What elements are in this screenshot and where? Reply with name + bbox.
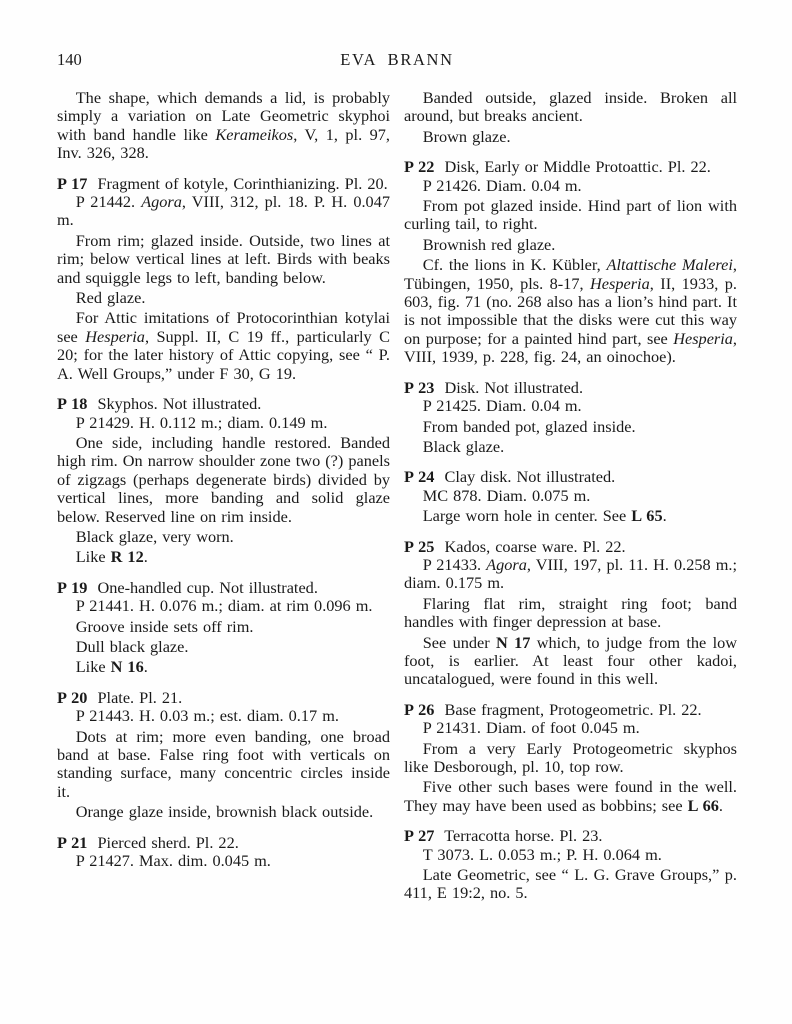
bold-run: P 18	[57, 394, 88, 414]
bold-run: N 17	[495, 632, 531, 652]
bold-run: L 66	[687, 795, 719, 815]
running-head: EVA BRANN	[340, 50, 454, 69]
bold-run: P 19	[57, 577, 88, 597]
entry-paragraph: Late Geometric, see “ L. G. Grave Groups,” p. 411, E 19:2, no. 5.	[404, 865, 737, 903]
entry-paragraph: Dull black glaze.	[75, 636, 189, 656]
italic-run: Agora	[486, 554, 527, 574]
entry-paragraph: Groove inside sets off rim.	[75, 616, 254, 636]
entry-heading: P 18 Skyphos. Not illustrated.	[57, 394, 262, 414]
italic-run: Hesperia	[590, 273, 650, 293]
bold-run: P 27	[404, 826, 435, 846]
entry-paragraph: Like N 16.	[75, 657, 148, 677]
entry-paragraph: Red glaze.	[75, 288, 146, 308]
bold-run: P 23	[404, 377, 435, 397]
page-header	[57, 50, 737, 70]
entry-heading: P 24 Clay disk. Not illustrated.	[404, 467, 616, 487]
right-column	[404, 89, 737, 903]
entry-paragraph: Cf. the lions in K. Kübler, Altattische Malerei, Tübingen, 1950, pls. 8-17, Hesperia, II, 1933, p. 603, fig. 71 (no. 268 also has a lion’s hind part. It is not impossible that the disks were cut this way on purpose; for a painted hind part, see Hesperia, VIII, 1939, p. 228, fig. 24, an oinochoe).	[404, 255, 737, 367]
entry-p27	[404, 827, 737, 903]
entry-paragraph: P 21429. H. 0.112 m.; diam. 0.149 m.	[75, 412, 328, 432]
entry-paragraph: P 21443. H. 0.03 m.; est. diam. 0.17 m.	[75, 706, 339, 726]
entry-p18	[57, 395, 390, 567]
page-number: 140	[57, 50, 82, 69]
entry-paragraph: T 3073. L. 0.053 m.; P. H. 0.064 m.	[422, 844, 662, 864]
entry-heading: P 19 One-handled cup. Not illustrated.	[57, 577, 318, 597]
bold-run: P 24	[404, 467, 435, 487]
bold-run: P 20	[57, 687, 88, 707]
entry-paragraph: P 21427. Max. dim. 0.045 m.	[75, 851, 271, 871]
italic-run: Hesperia	[673, 328, 733, 348]
entry-paragraph: Dots at rim; more even banding, one broad band at base. False ring foot with verticals on standing surface, many concentric circles inside it.	[57, 726, 390, 801]
entry-heading: P 17 Fragment of kotyle, Corinthianizing. Pl. 20.	[57, 173, 388, 193]
entry-heading: P 21 Pierced sherd. Pl. 22.	[57, 832, 239, 852]
entry-paragraph: P 21442. Agora, VIII, 312, pl. 18. P. H. 0.047 m.	[57, 192, 390, 230]
entry-p25	[404, 538, 737, 689]
entry-p20	[57, 689, 390, 822]
intro-paragraph: Brown glaze.	[422, 126, 511, 146]
entry-paragraph: From banded pot, glazed inside.	[422, 416, 636, 436]
entry-paragraph: For Attic imitations of Protocorinthian kotylai see Hesperia, Suppl. II, C 19 ff., particularly C 20; for the later history of Attic copying, see “ P. A. Well Groups,” under F 30, G 19.	[57, 308, 391, 383]
italic-run: Kerameikos	[215, 124, 294, 144]
entry-paragraph: P 21425. Diam. 0.04 m.	[422, 396, 582, 416]
entry-paragraph: MC 878. Diam. 0.075 m.	[422, 485, 591, 505]
entry-paragraph: P 21441. H. 0.076 m.; diam. at rim 0.096 m.	[75, 596, 373, 616]
entry-paragraph: From pot glazed inside. Hind part of lion with curling tail, to right.	[404, 196, 737, 234]
entry-heading: P 25 Kados, coarse ware. Pl. 22.	[404, 536, 626, 556]
left-column	[57, 89, 390, 903]
entry-paragraph: See under N 17 which, to judge from the low foot, is earlier. At least four other kadoi, uncatalogued, were found in this well.	[404, 632, 737, 689]
bold-run: P 17	[57, 173, 88, 193]
bold-run: P 21	[57, 832, 88, 852]
intro-paragraph: The shape, which demands a lid, is probably simply a variation on Late Geometric skyphoi with band handle like Kerameikos, V, 1, pl. 97, Inv. 326, 328.	[57, 88, 390, 163]
entry-p17	[57, 175, 390, 383]
entry-heading: P 22 Disk, Early or Middle Protoattic. Pl. 22.	[404, 157, 711, 177]
entry-heading: P 26 Base fragment, Protogeometric. Pl. 22.	[404, 699, 702, 719]
entry-p26	[404, 701, 737, 815]
bold-run: P 26	[404, 699, 435, 719]
entry-paragraph: One side, including handle restored. Banded high rim. On narrow shoulder zone two (?) panels of zigzags (perhaps degenerate birds) divided by vertical lines, more banding and solid glaze below. Reserved line on rim inside.	[57, 432, 390, 526]
italic-run: Agora	[141, 192, 182, 212]
italic-run: Hesperia	[85, 326, 145, 346]
entry-paragraph: Black glaze.	[422, 436, 505, 456]
entry-heading: P 27 Terracotta horse. Pl. 23.	[404, 826, 603, 846]
entry-paragraph: P 21431. Diam. of foot 0.045 m.	[422, 718, 640, 738]
entry-paragraph: Black glaze, very worn.	[75, 526, 234, 546]
entry-paragraph: Brownish red glaze.	[422, 234, 556, 254]
bold-run: R 12	[110, 547, 144, 567]
entry-p21	[57, 834, 390, 871]
entry-paragraph: From a very Early Protogeometric skyphos like Desborough, pl. 10, top row.	[404, 738, 737, 776]
entry-heading: P 20 Plate. Pl. 21.	[57, 687, 183, 707]
entry-paragraph: Five other such bases were found in the well. They may have been used as bobbins; see L 66.	[404, 777, 737, 815]
bold-run: P 22	[404, 157, 435, 177]
entry-paragraph: Large worn hole in center. See L 65.	[422, 506, 667, 526]
text-columns	[57, 89, 737, 903]
bold-run: N 16	[110, 657, 144, 677]
entry-paragraph: From rim; glazed inside. Outside, two lines at rim; below vertical lines at left. Birds with beaks and squiggle legs to left, banding below.	[57, 230, 390, 287]
entry-p22	[404, 158, 737, 366]
entry-p23	[404, 379, 737, 457]
entry-heading: P 23 Disk. Not illustrated.	[404, 377, 584, 397]
italic-run: Altattische Malerei	[606, 255, 733, 275]
entry-p19	[57, 579, 390, 677]
entry-paragraph: Flaring flat rim, straight ring foot; band handles with finger depression at base.	[404, 593, 737, 632]
bold-run: L 65	[631, 506, 663, 526]
entry-paragraph: P 21426. Diam. 0.04 m.	[422, 175, 582, 195]
entry-paragraph: Like R 12.	[75, 547, 148, 567]
entry-paragraph: P 21433. Agora, VIII, 197, pl. 11. H. 0.258 m.; diam. 0.175 m.	[404, 554, 737, 593]
intro-paragraph: Banded outside, glazed inside. Broken all around, but breaks ancient.	[404, 88, 737, 126]
entry-p24	[404, 468, 737, 525]
bold-run: P 25	[404, 536, 435, 556]
entry-paragraph: Orange glaze inside, brownish black outside.	[75, 802, 374, 822]
